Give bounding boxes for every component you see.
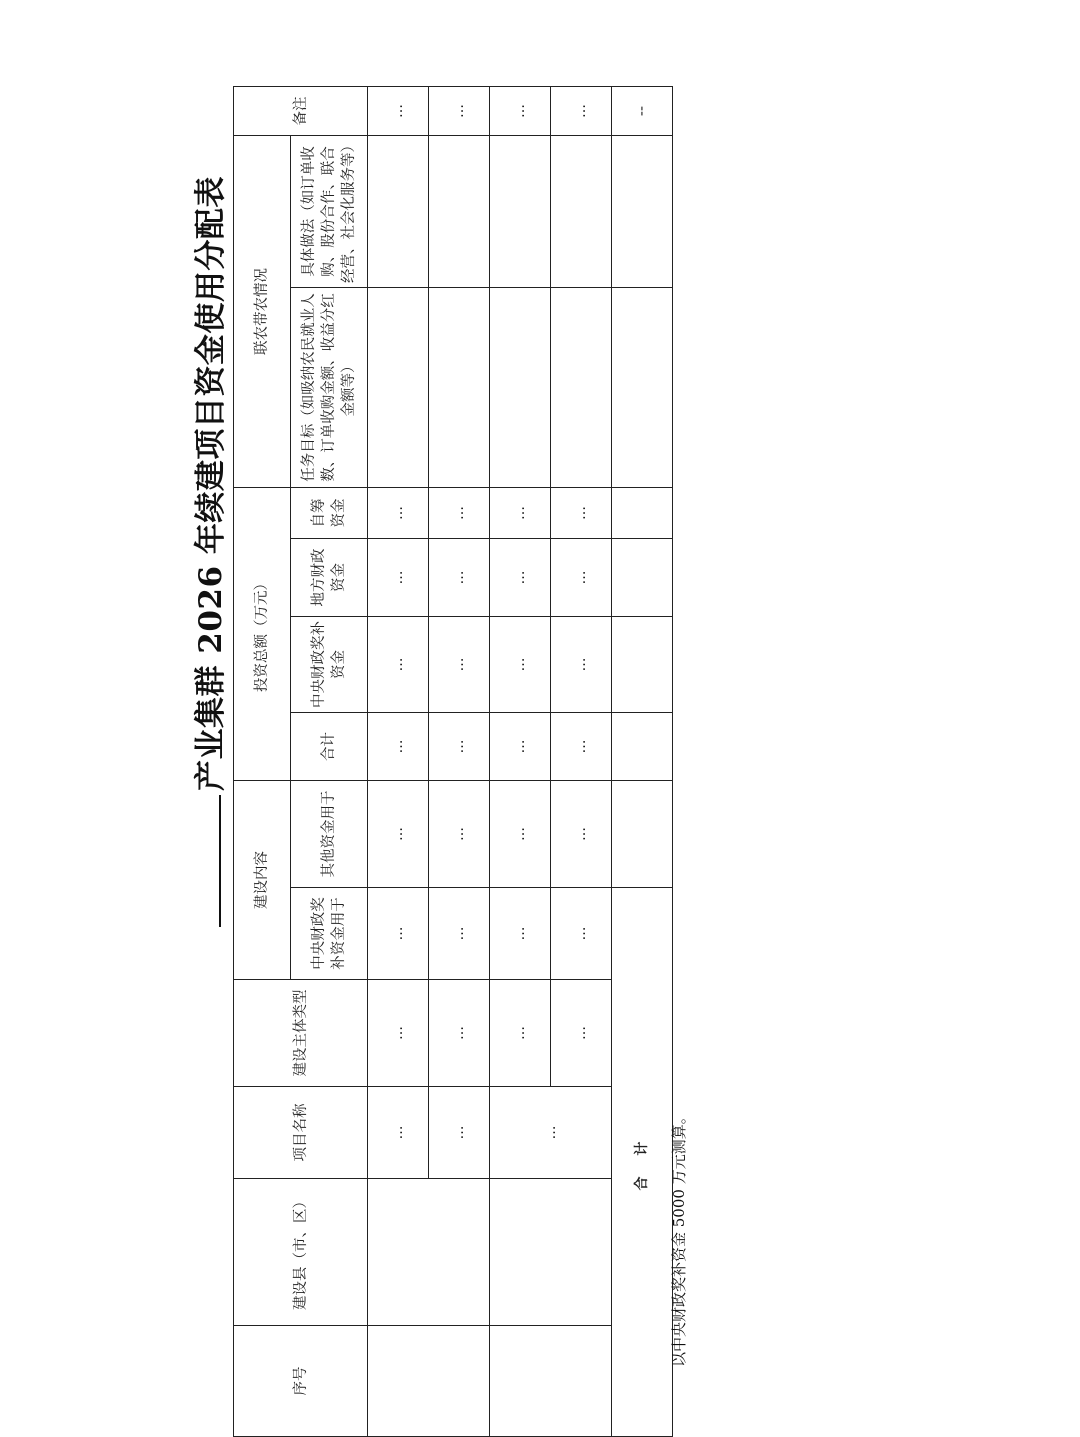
- practice-cell: [429, 136, 490, 288]
- remark-cell: …: [551, 87, 612, 136]
- central-use-cell: …: [490, 888, 551, 980]
- header-practice: 具体做法（如订单收购、股份合作、联合经营、社会化服务等）: [291, 136, 368, 288]
- other-use-cell: …: [429, 781, 490, 888]
- project-cell: …: [368, 1087, 429, 1179]
- central-use-cell: …: [551, 888, 612, 980]
- header-total: 合计: [291, 713, 368, 781]
- subject-type-cell: …: [490, 980, 551, 1087]
- total-cell: …: [490, 713, 551, 781]
- header-task-target: 任务目标（如吸纳农民就业人数、订单收购金额、收益分红金额等）: [291, 288, 368, 488]
- header-local-fund: 地方财政资金: [291, 539, 368, 617]
- header-remark: 备注: [234, 87, 368, 136]
- remark-cell: …: [429, 87, 490, 136]
- self-fund-cell: …: [429, 488, 490, 539]
- total-row-self-fund: [612, 488, 673, 539]
- central-fund-cell: …: [551, 617, 612, 713]
- total-row-label: 合 计: [612, 888, 673, 1437]
- county-cell: [368, 1179, 490, 1326]
- total-row-central-fund: [612, 617, 673, 713]
- local-fund-cell: …: [429, 539, 490, 617]
- allocation-table: [233, 86, 673, 1437]
- header-row-1: [234, 87, 291, 1437]
- project-cell: …: [490, 1087, 612, 1179]
- central-use-cell: …: [368, 888, 429, 980]
- local-fund-cell: …: [368, 539, 429, 617]
- practice-cell: [551, 136, 612, 288]
- other-use-cell: …: [551, 781, 612, 888]
- header-self-fund: 自筹资金: [291, 488, 368, 539]
- central-fund-cell: …: [368, 617, 429, 713]
- title-blank-underline: [199, 795, 221, 927]
- total-cell: …: [551, 713, 612, 781]
- central-use-cell: …: [429, 888, 490, 980]
- subject-type-cell: …: [429, 980, 490, 1087]
- header-project: 项目名称: [234, 1087, 368, 1179]
- table-row: [368, 87, 429, 1437]
- remark-cell: …: [368, 87, 429, 136]
- task-target-cell: [551, 288, 612, 488]
- project-cell: …: [429, 1087, 490, 1179]
- practice-cell: [368, 136, 429, 288]
- header-central-use: 中央财政奖补资金用于: [291, 888, 368, 980]
- seq-cell: [490, 1326, 612, 1437]
- local-fund-cell: …: [551, 539, 612, 617]
- central-fund-cell: …: [490, 617, 551, 713]
- self-fund-cell: …: [551, 488, 612, 539]
- task-target-cell: [490, 288, 551, 488]
- total-row-practice: [612, 136, 673, 288]
- total-row: [612, 87, 673, 1437]
- subject-type-cell: …: [551, 980, 612, 1087]
- total-cell: …: [368, 713, 429, 781]
- task-target-cell: [368, 288, 429, 488]
- table-row: [490, 87, 551, 1437]
- header-subject-type: 建设主体类型: [234, 980, 368, 1087]
- header-investment: 投资总额（万元）: [234, 488, 291, 781]
- table-title: [185, 176, 230, 927]
- header-central-fund: 中央财政奖补资金: [291, 617, 368, 713]
- total-row-other-use: [612, 781, 673, 888]
- total-row-local-fund: [612, 539, 673, 617]
- header-farmer-link: 联农带农情况: [234, 136, 291, 488]
- other-use-cell: …: [490, 781, 551, 888]
- header-other-use: 其他资金用于: [291, 781, 368, 888]
- seq-cell: [368, 1326, 490, 1437]
- self-fund-cell: …: [368, 488, 429, 539]
- title-text: 产业集群 2026 年续建项目资金使用分配表: [193, 176, 229, 791]
- self-fund-cell: …: [490, 488, 551, 539]
- header-county: 建设县（市、区）: [234, 1179, 368, 1326]
- practice-cell: [490, 136, 551, 288]
- header-seq: 序号: [234, 1326, 368, 1437]
- total-row-task-target: [612, 288, 673, 488]
- total-row-total: [612, 713, 673, 781]
- county-cell: [490, 1179, 612, 1326]
- footnote: 以中央财政奖补资金 5000 万元测算。: [670, 1109, 688, 1367]
- local-fund-cell: …: [490, 539, 551, 617]
- header-construction: 建设内容: [234, 781, 291, 980]
- remark-cell: …: [490, 87, 551, 136]
- total-cell: …: [429, 713, 490, 781]
- central-fund-cell: …: [429, 617, 490, 713]
- total-row-remark: --: [612, 87, 673, 136]
- other-use-cell: …: [368, 781, 429, 888]
- subject-type-cell: …: [368, 980, 429, 1087]
- task-target-cell: [429, 288, 490, 488]
